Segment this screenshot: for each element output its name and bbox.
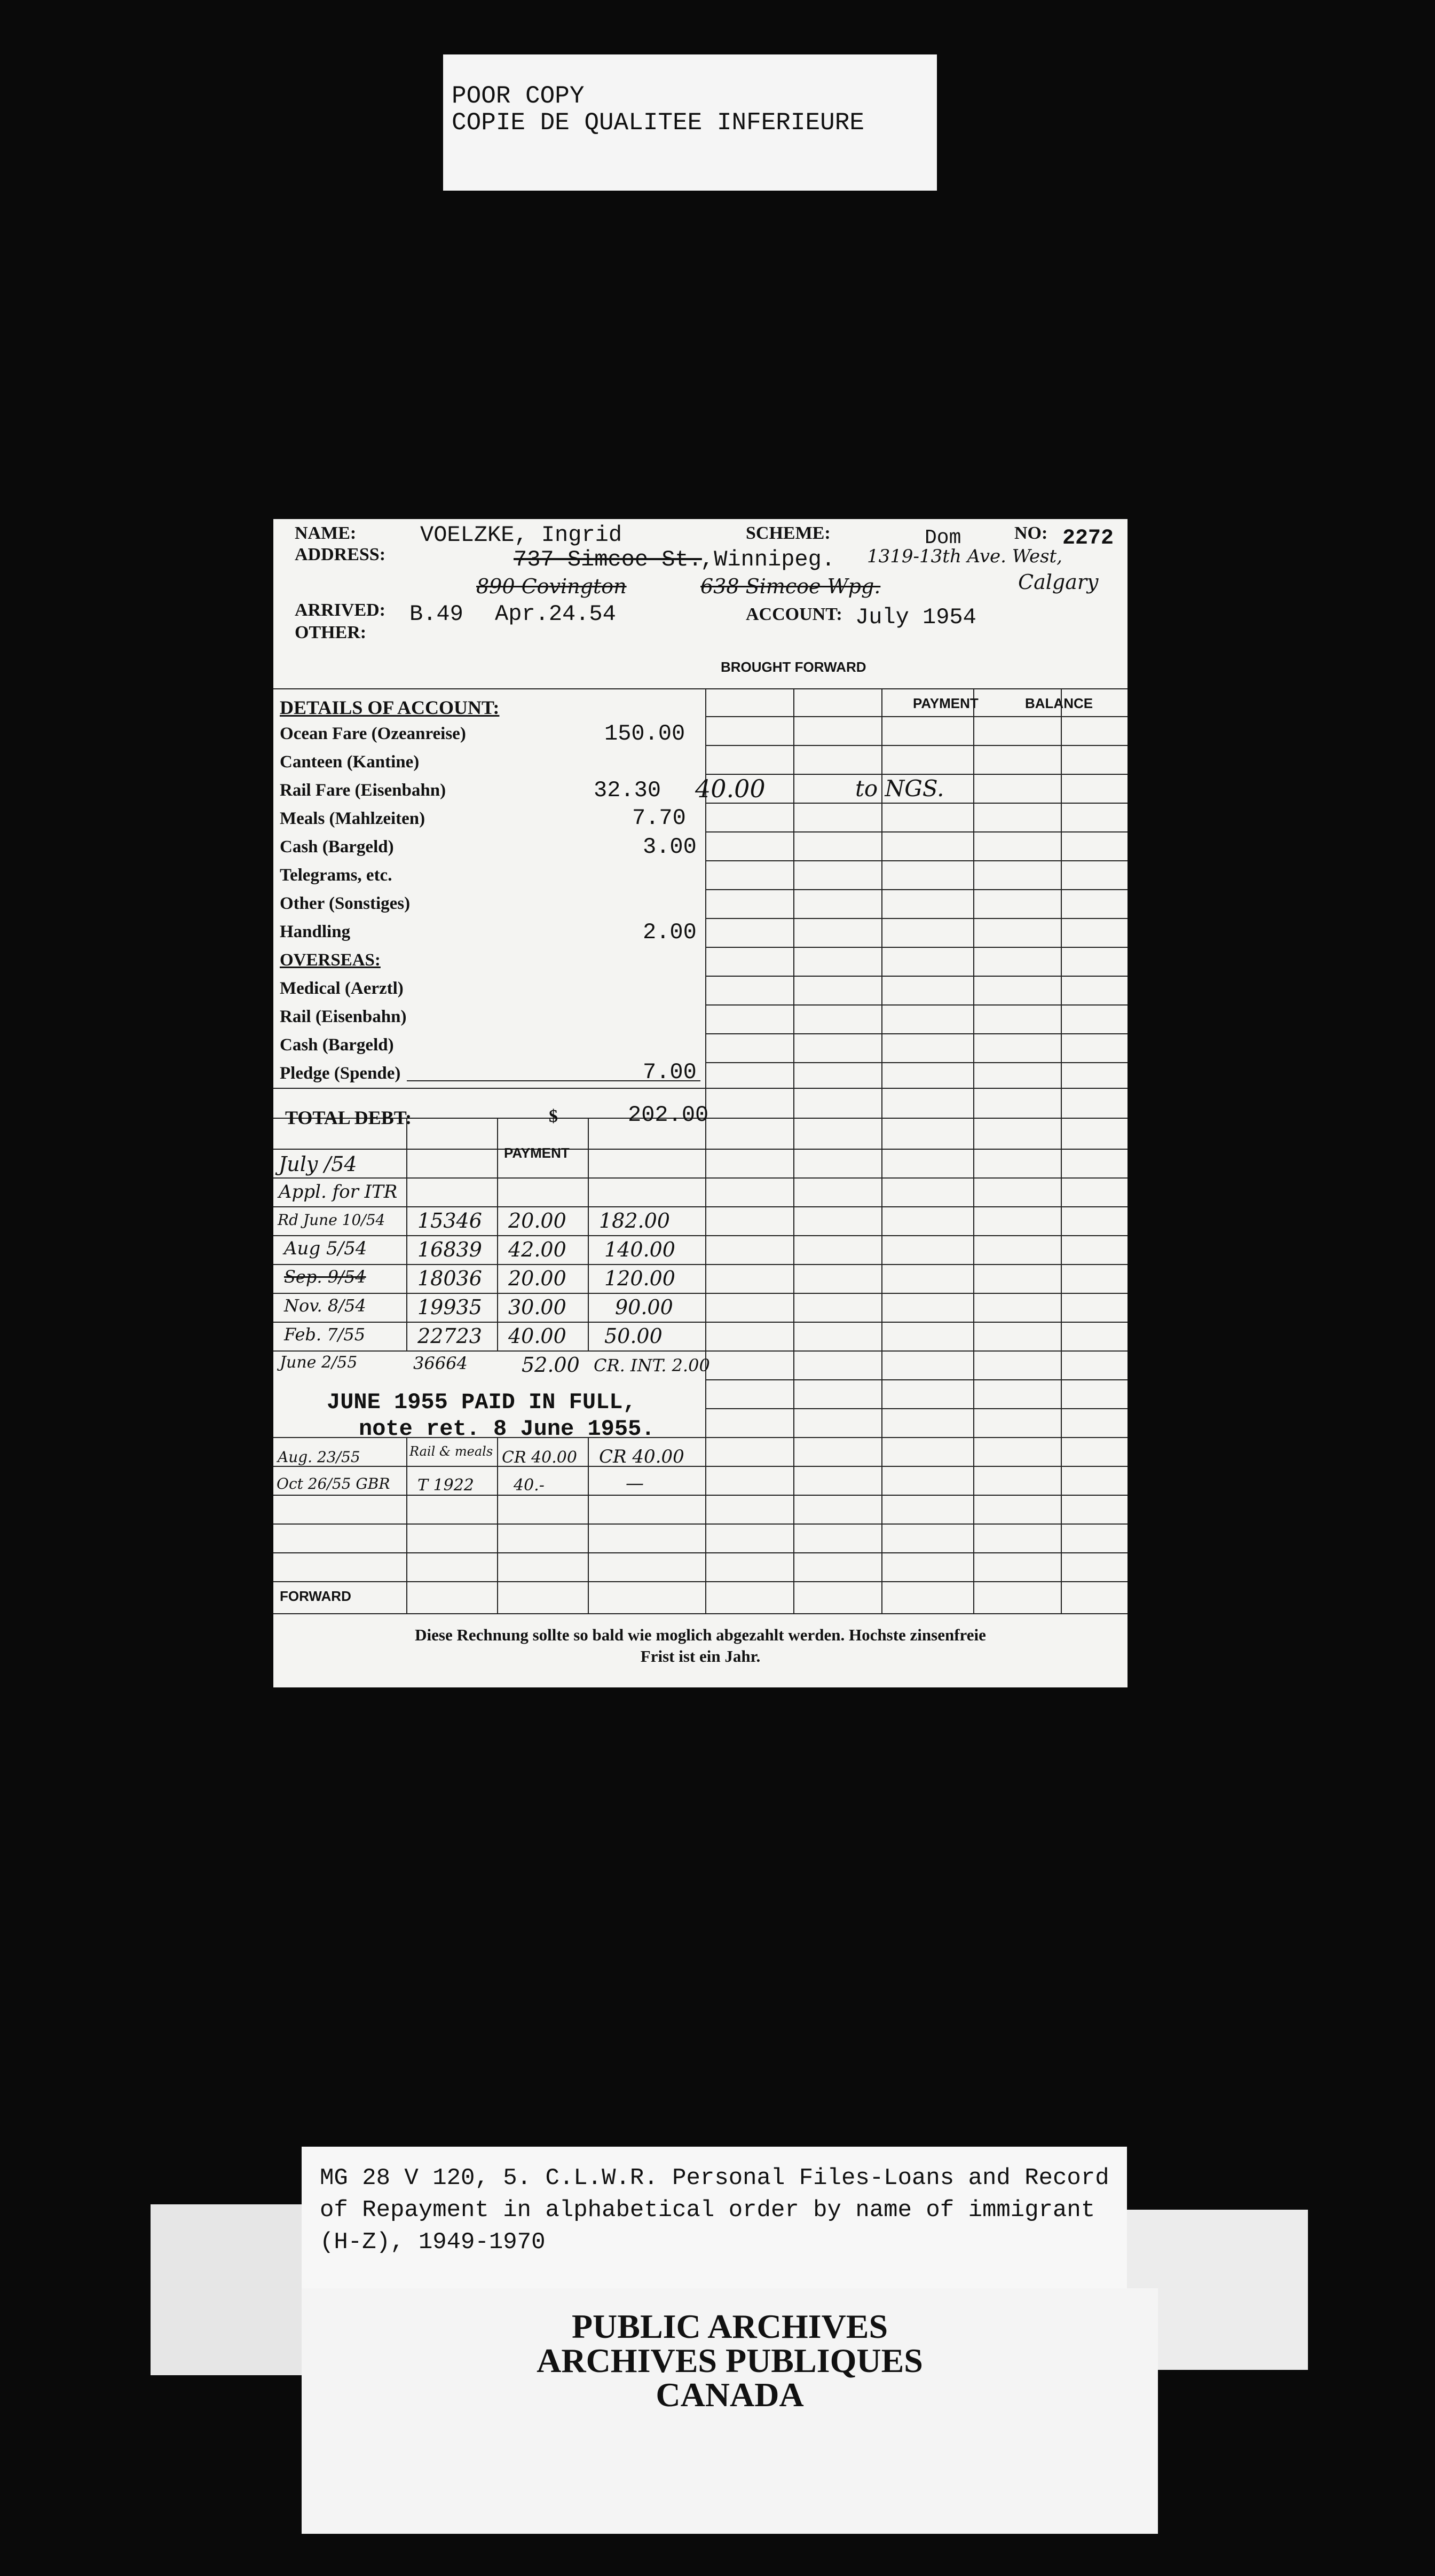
item-amount: 32.30	[594, 777, 661, 803]
immigrant-name: VOELZKE, Ingrid	[420, 522, 622, 548]
address-label: ADDRESS:	[295, 545, 386, 564]
paid-in-full-line1: JUNE 1955 PAID IN FULL,	[327, 1389, 636, 1415]
stamp-line3: CANADA	[656, 2376, 804, 2414]
paid-in-full-line2: note ret. 8 June 1955.	[359, 1416, 655, 1442]
other-label: OTHER:	[295, 623, 367, 642]
arrived-code: B.49	[409, 601, 463, 627]
address2-city: Calgary	[1018, 570, 1099, 594]
late-payment: 40.-	[514, 1476, 545, 1495]
ledger-ref: 36664	[413, 1353, 468, 1373]
ledger-balance: 50.00	[604, 1324, 663, 1348]
ledger-balance: 182.00	[599, 1209, 670, 1232]
rail-note-amount: 40.00	[695, 774, 766, 803]
footer-line1: Diese Rechnung sollte so bald wie moglich abgezahlt werden. Hochste zinsenfreie	[415, 1625, 986, 1644]
poor-copy-line1: POOR COPY	[452, 82, 585, 110]
late-date: Aug. 23/55	[278, 1448, 360, 1466]
item-label: Rail Fare (Eisenbahn)	[280, 781, 446, 800]
item-label: Medical (Aerztl)	[280, 979, 404, 998]
address-new: 1319-13th Ave. West,	[867, 546, 1062, 567]
ledger-date: Aug 5/54	[284, 1238, 367, 1259]
ledger-payment: 20.00	[508, 1209, 566, 1232]
poor-copy-label	[443, 54, 937, 191]
address2-struck-b: 638 Simcoe Wpg.	[700, 575, 881, 598]
ledger-date: Rd June 10/54	[278, 1211, 385, 1229]
scan-strip-left	[151, 2204, 305, 2375]
ledger-ref: 22723	[417, 1324, 482, 1348]
stamp-line2: ARCHIVES PUBLIQUES	[537, 2342, 923, 2379]
file-number: 2272	[1062, 527, 1114, 551]
payment-sub-header: PAYMENT	[504, 1145, 570, 1161]
ledger-payment: 52.00	[522, 1353, 580, 1377]
item-amount: 2.00	[643, 920, 697, 945]
address-struck: 737 Simcoe St.	[514, 547, 702, 572]
item-label: Cash (Bargeld)	[280, 837, 394, 857]
ledger-date: Feb. 7/55	[284, 1324, 366, 1345]
brought-forward-header: BROUGHT FORWARD	[721, 659, 866, 675]
ledger-date: June 2/55	[280, 1353, 358, 1372]
ledger-payment: 20.00	[508, 1267, 566, 1290]
total-currency: $	[549, 1106, 558, 1126]
ledger-balance: 120.00	[604, 1267, 675, 1290]
record-line2: of Repayment in alphabetical order by name of immigrant	[320, 2197, 1095, 2224]
item-label: Other (Sonstiges)	[280, 894, 411, 913]
ledger-ref: 18036	[417, 1267, 482, 1290]
record-label	[302, 2147, 1127, 2291]
scheme-value: Dom	[925, 527, 961, 549]
late-ref: T 1922	[417, 1476, 474, 1495]
address-city: ,Winnipeg.	[700, 547, 835, 572]
item-label: Pledge (Spende)	[280, 1064, 401, 1083]
account-card	[273, 519, 1128, 1687]
item-label: Handling	[280, 922, 351, 941]
ledger-date: Sep. 9/54	[284, 1267, 366, 1287]
item-label: Meals (Mahlzeiten)	[280, 809, 425, 828]
account-label: ACCOUNT:	[746, 604, 842, 624]
payment-header: PAYMENT	[913, 695, 979, 711]
ledger-payment: 40.00	[508, 1324, 566, 1348]
footer-line2: Frist ist ein Jahr.	[640, 1647, 761, 1666]
item-amount: 7.70	[632, 805, 686, 831]
total-amount: 202.00	[628, 1102, 709, 1128]
address2-struck: 890 Covington	[476, 575, 627, 598]
overseas-header: OVERSEAS:	[280, 951, 381, 970]
ledger-date: Appl. for ITR	[279, 1181, 398, 1203]
record-line3: (H-Z), 1949-1970	[320, 2229, 546, 2256]
ledger-payment: 30.00	[508, 1295, 566, 1319]
scheme-label: SCHEME:	[746, 523, 831, 543]
number-label: NO:	[1014, 523, 1048, 543]
ledger-ref: 19935	[417, 1295, 482, 1319]
late-ref: Rail & meals	[409, 1444, 493, 1459]
item-label: Telegrams, etc.	[280, 866, 392, 885]
rail-note-to: to NGS.	[855, 775, 944, 802]
archives-stamp	[302, 2288, 1158, 2534]
ledger-balance: 140.00	[604, 1238, 675, 1261]
late-payment: CR 40.00	[502, 1448, 577, 1467]
account-date: July 1954	[855, 604, 976, 630]
ledger-date: July /54	[279, 1152, 357, 1176]
item-label: Rail (Eisenbahn)	[280, 1007, 407, 1026]
ledger-ref: 16839	[417, 1238, 482, 1261]
total-label: TOTAL DEBT:	[285, 1107, 412, 1128]
late-balance: —	[626, 1473, 644, 1494]
item-label: Canteen (Kantine)	[280, 752, 420, 772]
ledger-balance: 90.00	[615, 1295, 673, 1319]
late-date: Oct 26/55 GBR	[277, 1475, 390, 1493]
item-amount: 150.00	[604, 721, 685, 747]
poor-copy-line2: COPIE DE QUALITEE INFERIEURE	[452, 109, 864, 137]
forward-label: FORWARD	[280, 1588, 351, 1604]
ledger-date: Nov. 8/54	[284, 1295, 366, 1316]
name-label: NAME:	[295, 523, 357, 543]
details-header: DETAILS OF ACCOUNT:	[280, 697, 500, 718]
item-amount: 7.00	[643, 1059, 697, 1085]
ledger-payment: 42.00	[508, 1238, 566, 1261]
stamp-line1: PUBLIC ARCHIVES	[571, 2307, 888, 2345]
late-balance: CR 40.00	[599, 1446, 684, 1467]
arrived-label: ARRIVED:	[295, 600, 385, 620]
item-amount: 3.00	[643, 834, 697, 860]
ledger-balance: CR. INT. 2.00	[594, 1355, 710, 1376]
balance-header: BALANCE	[1025, 695, 1093, 711]
item-label: Ocean Fare (Ozeanreise)	[280, 724, 466, 743]
arrived-date: Apr.24.54	[495, 601, 616, 627]
item-label: Cash (Bargeld)	[280, 1035, 394, 1055]
record-line1: MG 28 V 120, 5. C.L.W.R. Personal Files-Loans and Record	[320, 2165, 1109, 2192]
ledger-ref: 15346	[417, 1209, 482, 1232]
